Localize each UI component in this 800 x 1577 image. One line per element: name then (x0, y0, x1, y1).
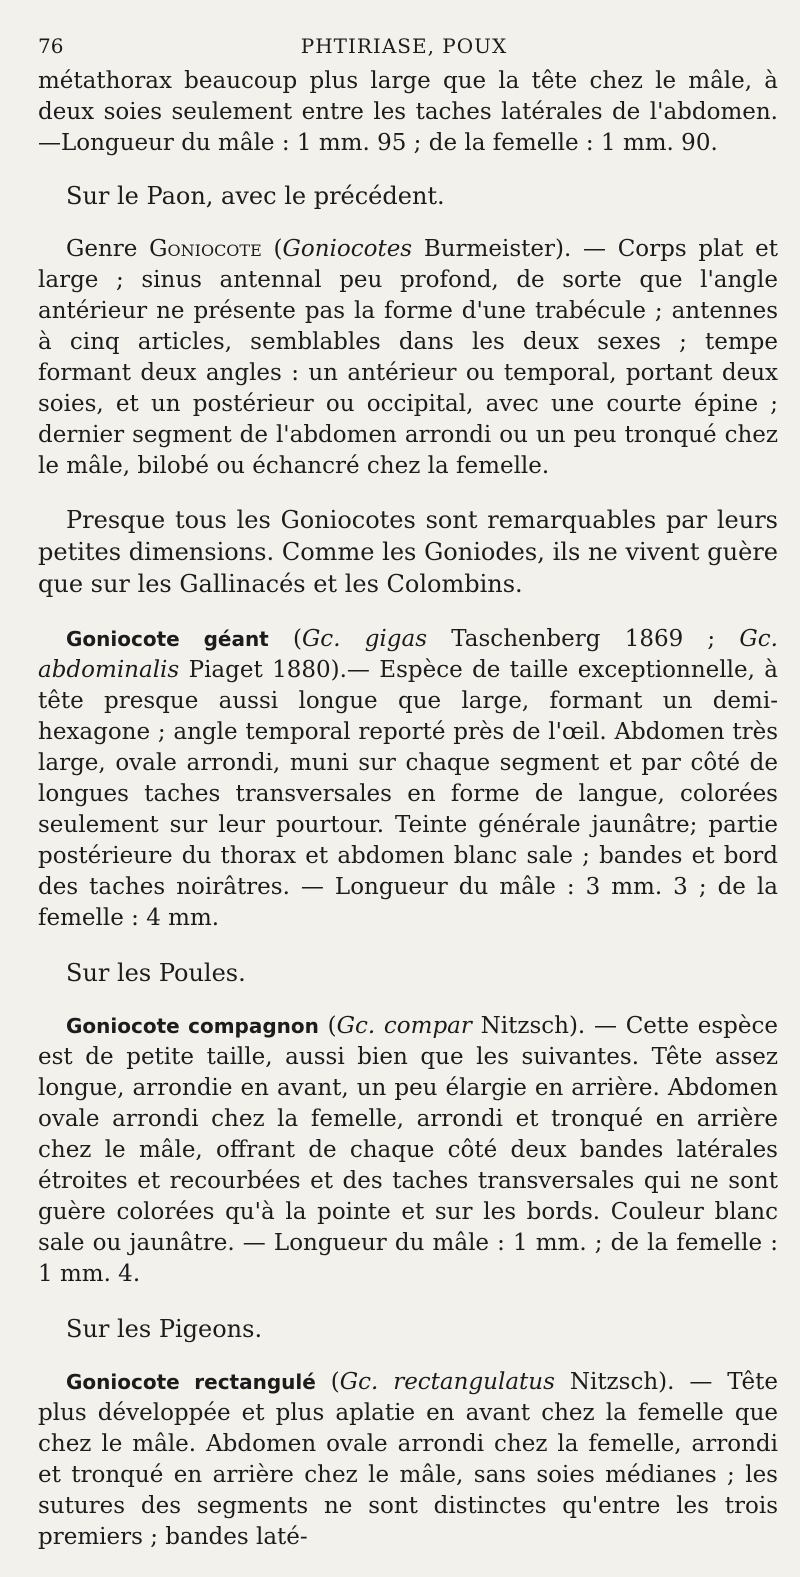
page-number: 76 (38, 34, 64, 58)
genus-text: Burmeister). — Corps plat et large ; sinus antennal peu profond, de sorte que l'angle antérieur ne présente pas la forme d'une trabécule ; antennes à cinq articles, semblables dans les deux sexes ; tempe formant deux angles : un antérieur ou temporal, portant deux soies, et un postérieur ou occipital, avec une courte épine ; dernier segment de l'abdomen arrondi ou un peu tronqué chez le mâle, bilobé ou échancré chez la femelle. (38, 236, 778, 479)
page-header (38, 34, 770, 64)
page-body (38, 66, 778, 1577)
genus-name: Goniocote (149, 236, 262, 262)
genus-label: Genre (66, 236, 150, 262)
paragraph-continuation: métathorax beaucoup plus large que la tête chez le mâle, à deux soies seulement entre les taches latérales de l'abdomen.—Longueur du mâle : 1 mm. 95 ; de la femelle : 1 mm. 90. (38, 68, 778, 156)
genus-description: Genre Goniocote (Goniocotes Burmeister). — Corps plat et large ; sinus antennal peu profond, de sorte que l'angle antérieur ne présente pas la forme d'une trabécule ; antennes à cinq articles, semblables dans les deux sexes ; tempe formant deux angles : un antérieur ou temporal, portant deux soies, et un postérieur ou occipital, avec une courte épine ; dernier segment de l'abdomen arrondi ou un peu tronqué chez le mâle, bilobé ou échancré chez la femelle. (38, 236, 778, 479)
host-note-poules: Sur les Poules. (66, 959, 246, 987)
species-entry-gigas: Goniocote géant (Gc. gigas Taschenberg 1869 ; Gc. abdominalis Piaget 1880).— Espèce de taille exceptionnelle, à tête presque aussi longue que large, formant un demi-hexagone ; angle temporal reporté près de l'œil. Abdomen très large, ovale arrondi, muni sur chaque segment et par côté de longues taches transversales en forme de langue, colorées seulement sur leur pourtour. Teinte générale jaunâtre; partie postérieure du thorax et abdomen blanc sale ; bandes et bord des taches noirâtres. — Longueur du mâle : 3 mm. 3 ; de la femelle : 4 mm. (38, 626, 778, 931)
host-note-paon: Sur le Paon, avec le précédent. (66, 182, 445, 210)
species-name: Goniocote compagnon (66, 1014, 319, 1038)
species-name: Goniocote rectangulé (66, 1370, 316, 1394)
species-latin: Gc. rectangulatus (339, 1369, 555, 1395)
species-name: Goniocote géant (66, 627, 269, 651)
species-latin: Gc. gigas (301, 626, 428, 652)
species-text: Nitzsch). — Cette espèce est de petite taille, aussi bien que les suivantes. Tête assez longue, arrondie en avant, un peu élargie en arrière. Abdomen ovale arrondi chez la femelle, arrondi et tronqué en arrière chez le mâle, offrant de chaque côté deux bandes latérales étroites et recourbées et des taches transversales qui ne sont guère colorées qu'à la pointe et sur les bords. Couleur blanc sale ou jaunâtre. — Longueur du mâle : 1 mm. ; de la femelle : 1 mm. 4. (38, 1013, 778, 1287)
species-text: Piaget 1880).— Espèce de taille exceptionnelle, à tête presque aussi longue que large, formant un demi-hexagone ; angle temporal reporté près de l'œil. Abdomen très large, ovale arrondi, muni sur chaque segment et par côté de longues taches transversales en forme de langue, colorées seulement sur leur pourtour. Teinte générale jaunâtre; partie postérieure du thorax et abdomen blanc sale ; bandes et bord des taches noirâtres. — Longueur du mâle : 3 mm. 3 ; de la femelle : 4 mm. (38, 657, 778, 931)
running-title: PHTIRIASE, POUX (300, 34, 508, 58)
species-entry-compar: Goniocote compagnon (Gc. compar Nitzsch). — Cette espèce est de petite taille, aussi bien que les suivantes. Tête assez longue, arrondie en avant, un peu élargie en arrière. Abdomen ovale arrondi chez la femelle, arrondi et tronqué en arrière chez le mâle, offrant de chaque côté deux bandes latérales étroites et recourbées et des taches transversales qui ne sont guère colorées qu'à la pointe et sur les bords. Couleur blanc sale ou jaunâtre. — Longueur du mâle : 1 mm. ; de la femelle : 1 mm. 4. (38, 1013, 778, 1287)
species-synonym: Gc. abdominalis (38, 626, 778, 683)
species-text: Nitzsch). — Tête plus développée et plus aplatie en avant chez la femelle que chez le mâle. Abdomen ovale arrondi chez la femelle, arrondi et tronqué en arrière chez le mâle, sans soies médianes ; les sutures des segments ne sont distinctes qu'entre les trois premiers ; bandes laté- (38, 1369, 778, 1550)
species-entry-rectangulatus: Goniocote rectangulé (Gc. rectangulatus Nitzsch). — Tête plus développée et plus aplatie en avant chez la femelle que chez le mâle. Abdomen ovale arrondi chez la femelle, arrondi et tronqué en arrière chez le mâle, sans soies médianes ; les sutures des segments ne sont distinctes qu'entre les trois premiers ; bandes laté- (38, 1369, 778, 1550)
genus-latin: Goniocotes (282, 236, 413, 262)
paragraph-presque: Presque tous les Goniocotes sont remarquables par leurs petites dimensions. Comme les Goniodes, ils ne vivent guère que sur les Gallinacés et les Colombins. (38, 506, 778, 598)
species-latin: Gc. compar (336, 1013, 472, 1039)
host-note-pigeons: Sur les Pigeons. (66, 1315, 263, 1343)
